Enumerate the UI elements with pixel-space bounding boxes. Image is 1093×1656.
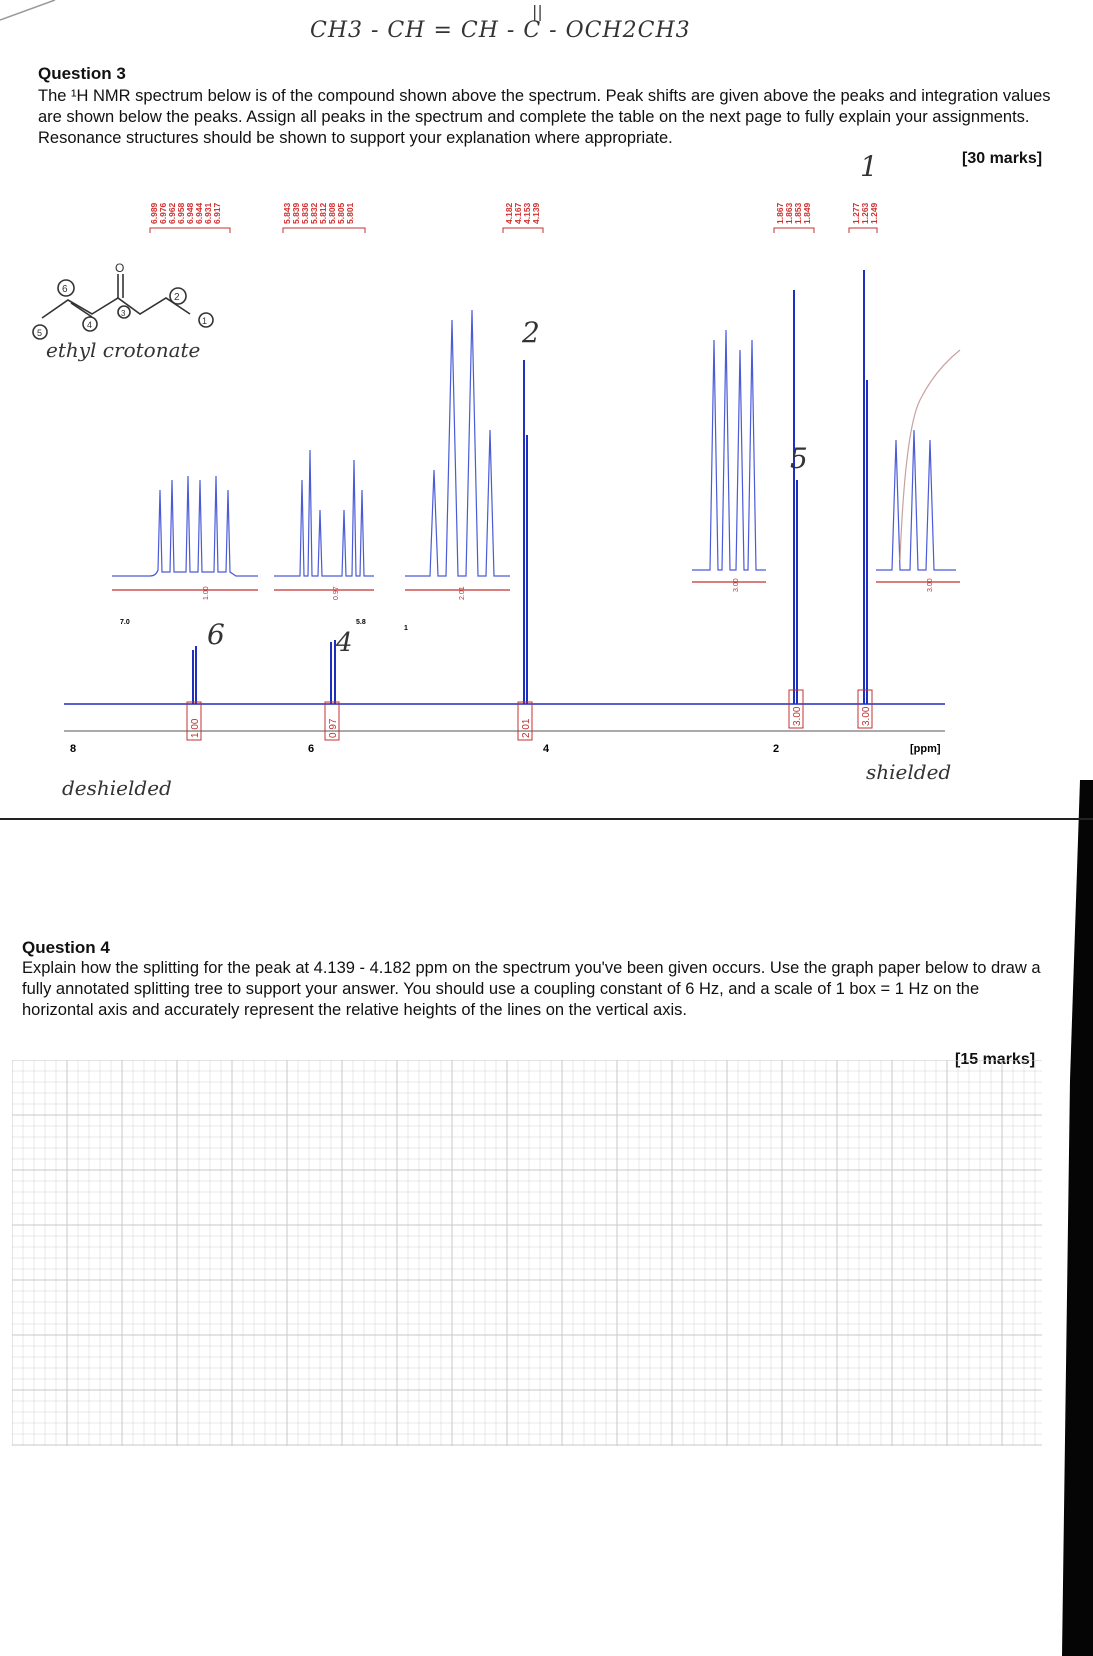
inset-multiplet [692,330,766,570]
handwritten-label-2: 2 [522,316,540,349]
peak-shift-label: 1.263 [860,202,870,224]
graph-paper-grid[interactable] [12,1060,1042,1446]
peak-shift-label: 5.832 [309,202,319,224]
inset-multiplet [274,450,374,576]
integration-value: 3.00 [792,706,803,726]
inset-axis-label: 5.8 [356,619,366,626]
question-4-title: Question 4 [22,938,110,957]
peak-shift-label: 5.805 [336,202,346,224]
shift-bracket [774,228,814,233]
formula-carbonyl-mark: || [532,2,543,21]
integration-value: 3.00 [861,706,872,726]
structure-label: 3 [121,309,126,318]
peak-shift-groups [149,202,879,224]
handwritten-label-1: 1 [860,150,878,183]
inset-multiplet [112,476,258,576]
structure-label: 2 [174,292,180,303]
peak-shift-label: 6.944 [194,202,204,224]
integration-value: 1.00 [190,718,201,738]
inset-integration: 0.97 [333,586,340,600]
axis-tick-label: 6 [308,743,315,755]
question-3-marks: [30 marks] [962,150,1043,167]
nmr-spectrum [0,180,1000,760]
integration-value: 0.97 [328,718,339,738]
axis-unit: [ppm] [910,743,941,755]
page-corner-fold [0,0,60,30]
axis-tick-label: 4 [543,743,550,755]
handwritten-label-6: 6 [207,618,225,651]
peak-shift-label: 4.167 [513,202,523,224]
inset-axis-label: 7.0 [120,619,130,626]
axis-tick-label: 2 [773,743,780,755]
peak-shift-label: 6.962 [167,202,177,224]
shift-bracket [849,228,877,233]
inset-integration: 3.00 [733,578,740,592]
peak-shift-label: 5.808 [327,202,337,224]
inset-multiplet [876,430,956,570]
inset-axis-label: 1 [404,625,408,632]
peak-shift-label: 5.836 [300,202,310,224]
handwritten-label-5: 5 [790,442,808,475]
peak-shift-label: 6.917 [212,202,222,224]
peak-shift-label: 1.849 [802,202,812,224]
peak-shift-label: 1.867 [775,202,785,224]
shift-bracket [503,228,543,233]
structure-oxygen-label: O [115,262,125,275]
peak-shift-label: 4.139 [531,202,541,224]
peak-shift-label: 1.853 [793,202,803,224]
structure-label: 5 [37,328,43,338]
peak-shift-label: 1.249 [869,202,879,224]
handwritten-label-4: 4 [336,628,353,658]
structure-label: 6 [62,284,68,295]
page-edge-shadow [1040,780,1093,1656]
inset-multiplet [405,310,510,576]
compound-formula: CH3 - CH = CH - C - OCH2CH3 [310,18,691,43]
inset-integration: 1.00 [203,586,210,600]
compound-name-handwritten: ethyl crotonate [46,338,201,362]
inset-integration: 3.00 [927,578,934,592]
peak-shift-label: 6.931 [203,202,213,224]
peak-shift-label: 4.182 [504,202,514,224]
shift-bracket [150,228,230,233]
axis-tick-label: 8 [70,743,77,755]
question-3-title: Question 3 [38,64,126,83]
peak-shift-label: 5.801 [345,202,355,224]
integration-value: 2.01 [521,718,532,738]
peak-shift-label: 6.976 [158,202,168,224]
structure-label: 1 [202,316,208,326]
question-3-text: The ¹H NMR spectrum below is of the compound shown above the spectrum. Peak shifts are given above the peaks and integration values are shown below the peaks. Assign all peaks in the spectrum and complete the table on the next page to fully explain your assignments. Resonance structures should be shown to support your explanation where appropriate. [38,87,1051,147]
peak-shift-label: 6.948 [185,202,195,224]
inset-integration: 2.01 [459,586,466,600]
peak-shift-label: 5.812 [318,202,328,224]
question-4-marks: [15 marks] [955,1051,1036,1068]
question-4-text: Explain how the splitting for the peak at 4.139 - 4.182 ppm on the spectrum you've been given occurs. Use the graph paper below to draw a fully annotated splitting tree to support your answer. You should use a coupling constant of 6 Hz, and a scale of 1 box = 1 Hz on the horizontal axis and accurately represent the relative heights of the lines on the vertical axis. [22,959,1041,1019]
handwritten-deshielded: deshielded [62,776,172,800]
peak-shift-label: 6.958 [176,202,186,224]
peak-shift-label: 5.839 [291,202,301,224]
shift-bracket [283,228,365,233]
peak-shift-label: 1.277 [851,202,861,224]
peak-shift-label: 6.989 [149,202,159,224]
peak-shift-label: 5.843 [282,202,292,224]
peak-shift-label: 1.863 [784,202,794,224]
structure-label: 4 [87,320,93,330]
page-divider [0,818,1093,820]
handwritten-shielded: shielded [866,760,952,784]
peak-shift-label: 4.153 [522,202,532,224]
